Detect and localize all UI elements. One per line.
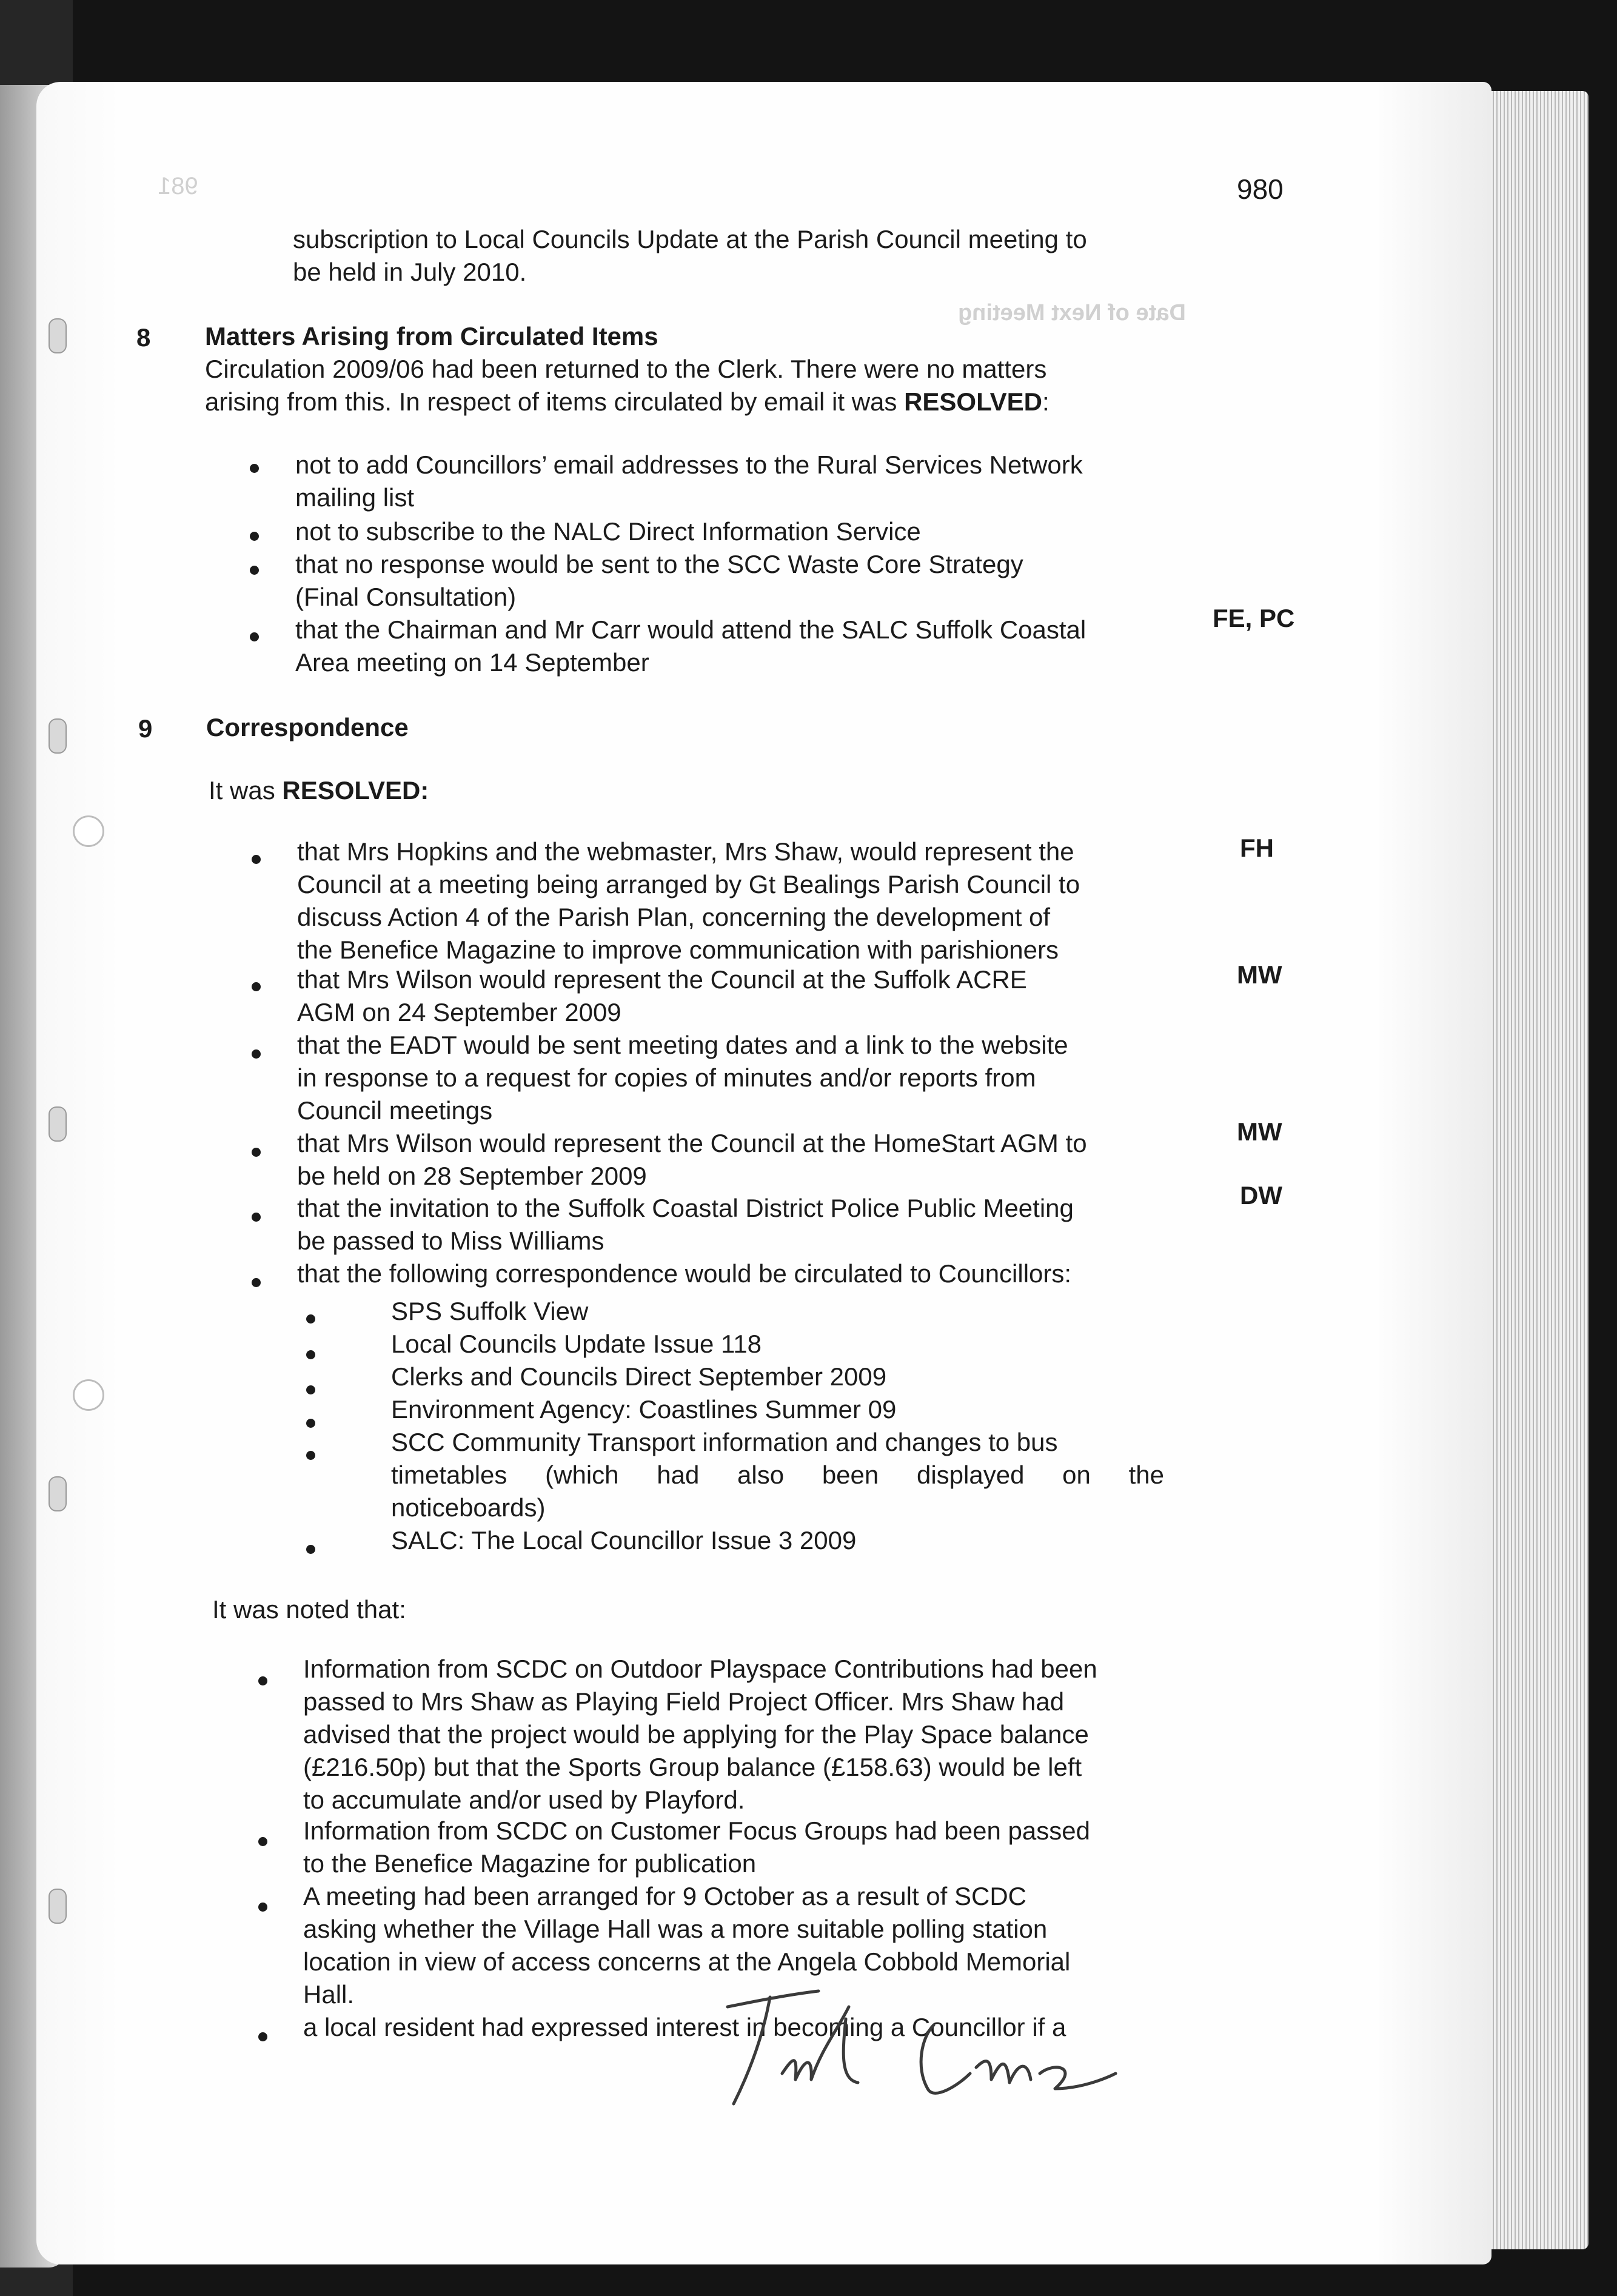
bullet: [250, 566, 259, 575]
section-8-text: arising from this. In respect of items circulated by email it was RESOLVED:: [205, 387, 1050, 416]
s9-item: AGM on 24 September 2009: [297, 998, 621, 1026]
sub-bullet: [306, 1419, 315, 1428]
noted-item: (£216.50p) but that the Sports Group balance (£158.63) would be left: [303, 1753, 1082, 1781]
bullet: [252, 1278, 261, 1287]
action-initials: DW: [1240, 1181, 1282, 1210]
sub-bullet: [306, 1350, 315, 1359]
bullet: [258, 1837, 267, 1846]
handwritten-signature: [691, 1983, 1152, 2122]
bullet: [250, 632, 259, 641]
action-initials: FH: [1240, 834, 1274, 862]
action-initials: MW: [1237, 1117, 1282, 1146]
noted-item: Information from SCDC on Customer Focus Groups had been passed: [303, 1816, 1090, 1845]
noted-item: passed to Mrs Shaw as Playing Field Project Officer. Mrs Shaw had: [303, 1687, 1065, 1716]
intro-line: be held in July 2010.: [293, 258, 527, 286]
correspondence-item: SPS Suffolk View: [391, 1297, 589, 1325]
s8-item: that no response would be sent to the SCC Waste Core Strategy: [295, 550, 1023, 578]
bullet: [258, 1903, 267, 1912]
s9-item: discuss Action 4 of the Parish Plan, concerning the development of: [297, 903, 1051, 931]
section-8-text: Circulation 2009/06 had been returned to the Clerk. There were no matters: [205, 355, 1047, 383]
s9-item: the Benefice Magazine to improve communication with parishioners: [297, 935, 1059, 964]
correspondence-item: Clerks and Councils Direct September 2009: [391, 1362, 887, 1391]
action-initials: MW: [1237, 960, 1282, 989]
s8-item: Area meeting on 14 September: [295, 648, 649, 677]
page-number: 980: [1237, 173, 1284, 205]
bullet: [252, 1148, 261, 1157]
bullet: [252, 982, 261, 991]
correspondence-item: Environment Agency: Coastlines Summer 09: [391, 1395, 897, 1424]
correspondence-item: timetables (which had also been displayed on the: [391, 1461, 1164, 1489]
s8-item: not to add Councillors’ email addresses to the Rural Services Network: [295, 450, 1083, 479]
ghost-heading: Date of Next Meeting: [958, 300, 1186, 326]
intro-line: subscription to Local Councils Update at the Parish Council meeting to: [293, 225, 1087, 253]
section-9-number: 9: [138, 714, 153, 743]
s9-item: that the invitation to the Suffolk Coastal District Police Public Meeting: [297, 1194, 1074, 1222]
s9-item: that Mrs Wilson would represent the Council at the HomeStart AGM to: [297, 1129, 1087, 1157]
s9-item: be passed to Miss Williams: [297, 1227, 604, 1255]
noted-intro: It was noted that:: [212, 1595, 406, 1624]
noted-item: A meeting had been arranged for 9 October as a result of SCDC: [303, 1882, 1027, 1910]
sub-bullet: [306, 1385, 315, 1394]
bullet: [250, 464, 259, 473]
s9-item: Council at a meeting being arranged by Gt Bealings Parish Council to: [297, 870, 1080, 899]
noted-item: Hall.: [303, 1980, 355, 2009]
bullet: [252, 1049, 261, 1059]
s8-item: that the Chairman and Mr Carr would attend the SALC Suffolk Coastal: [295, 615, 1086, 644]
s9-item: that the following correspondence would be circulated to Councillors:: [297, 1259, 1072, 1288]
noted-item: advised that the project would be applying for the Play Space balance: [303, 1720, 1089, 1749]
s9-item: be held on 28 September 2009: [297, 1162, 647, 1190]
bullet: [258, 1676, 267, 1685]
bullet: [258, 2032, 267, 2041]
sub-bullet: [306, 1545, 315, 1554]
s8-item: not to subscribe to the NALC Direct Information Service: [295, 517, 921, 546]
s9-item: that Mrs Hopkins and the webmaster, Mrs Shaw, would represent the: [297, 837, 1074, 866]
bullet: [250, 532, 259, 541]
section-9-title: Correspondence: [206, 713, 409, 741]
correspondence-item: SALC: The Local Councillor Issue 3 2009: [391, 1526, 857, 1555]
correspondence-item: SCC Community Transport information and changes to bus: [391, 1428, 1058, 1456]
s8-item: mailing list: [295, 483, 415, 512]
section-8-number: 8: [136, 323, 151, 352]
action-initials: FE, PC: [1213, 604, 1295, 632]
bullet: [252, 855, 261, 864]
s9-item: that the EADT would be sent meeting dates and a link to the website: [297, 1031, 1068, 1059]
noted-item: to accumulate and/or used by Playford.: [303, 1786, 745, 1814]
resolved-line: It was RESOLVED:: [209, 776, 429, 805]
noted-item: a local resident had expressed interest in becoming a Councillor if a: [303, 2013, 1066, 2041]
s8-item: (Final Consultation): [295, 583, 517, 611]
sub-bullet: [306, 1314, 315, 1324]
s9-item: that Mrs Wilson would represent the Council at the Suffolk ACRE: [297, 965, 1027, 994]
ghost-page-number: 981: [158, 173, 198, 199]
noted-item: location in view of access concerns at the Angela Cobbold Memorial: [303, 1947, 1071, 1976]
bullet: [252, 1213, 261, 1222]
s9-item: in response to a request for copies of minutes and/or reports from: [297, 1063, 1036, 1092]
s9-item: Council meetings: [297, 1096, 493, 1125]
minutes-page: [36, 82, 1491, 2264]
noted-item: asking whether the Village Hall was a more suitable polling station: [303, 1915, 1048, 1943]
noted-item: Information from SCDC on Outdoor Playspace Contributions had been: [303, 1655, 1097, 1683]
correspondence-item: noticeboards): [391, 1493, 546, 1522]
section-8-title: Matters Arising from Circulated Items: [205, 322, 658, 350]
correspondence-item: Local Councils Update Issue 118: [391, 1330, 762, 1358]
noted-item: to the Benefice Magazine for publication: [303, 1849, 757, 1878]
sub-bullet: [306, 1451, 315, 1460]
